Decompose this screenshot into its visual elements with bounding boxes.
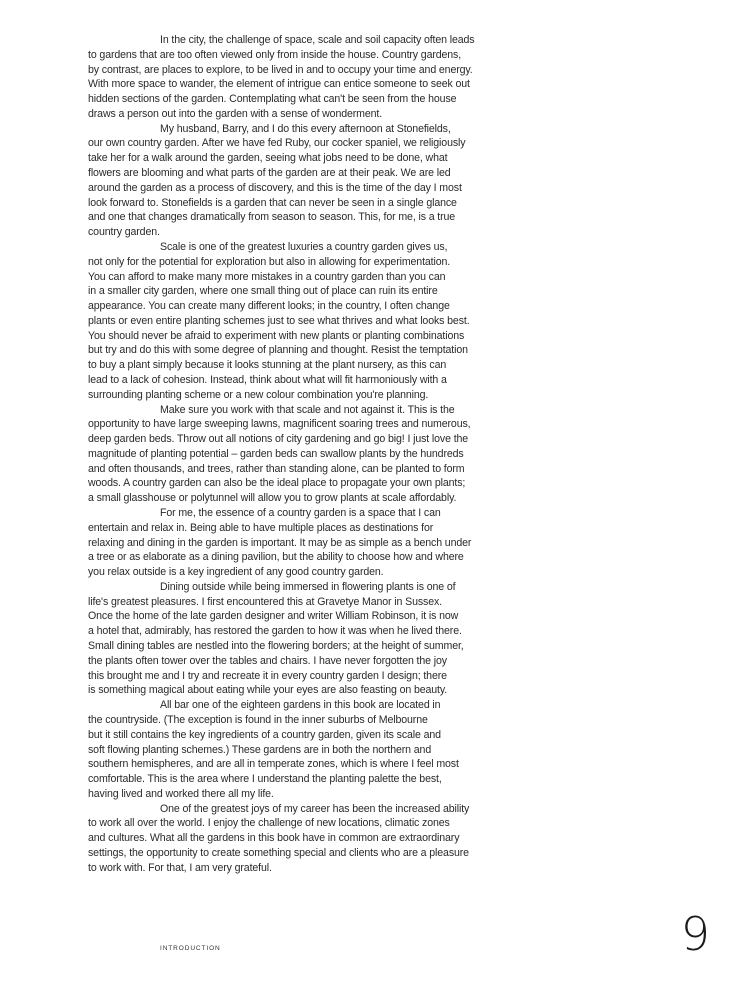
text-line: to buy a plant simply because it looks stunning at the plant nursery, as this can <box>88 359 447 372</box>
text-line: In the city, the challenge of space, scale and soil capacity often leads <box>160 34 475 46</box>
text-line: appearance. You can create many different looks; in the country, I often change <box>88 300 450 313</box>
paragraph <box>88 506 504 580</box>
text-line: but try and do this with some degree of planning and thought. Resist the temptation <box>88 344 468 357</box>
text-line: deep garden beds. Throw out all notions of city gardening and go big! I just love the <box>88 433 469 446</box>
text-line: and one that changes dramatically from season to season. This, for me, is a true <box>88 211 456 224</box>
text-line: hidden sections of the garden. Contemplating what can't be seen from the house <box>88 93 457 106</box>
text-line: and cultures. What all the gardens in this book have in common are extraordinary <box>88 832 460 845</box>
text-line: a small glasshouse or polytunnel will allow you to grow plants at scale affordably. <box>88 492 457 505</box>
text-line: One of the greatest joys of my career has been the increased ability <box>160 802 470 815</box>
section-label: INTRODUCTION <box>160 945 221 952</box>
text-line: and often thousands, and trees, rather than standing alone, can be planted to form <box>88 462 465 475</box>
text-line: life's greatest pleasures. I first encountered this at Gravetye Manor in Sussex. <box>88 595 442 608</box>
text-line: All bar one of the eighteen gardens in this book are located in <box>160 699 441 712</box>
text-line: the plants often tower over the tables and chairs. I have never forgotten the joy <box>88 654 447 667</box>
text-line: but it still contains the key ingredients of a country garden, given its scale and <box>88 728 441 741</box>
body-text <box>88 33 504 876</box>
text-line: Once the home of the late garden designer and writer William Robinson, it is now <box>88 610 459 623</box>
text-line: surrounding planting scheme or a new colour combination you're planning. <box>88 388 429 401</box>
text-line: lead to a lack of cohesion. Instead, think about what will fit harmoniously with a <box>88 373 447 386</box>
page-number: 9 <box>680 907 710 961</box>
text-line: a hotel that, admirably, has restored the garden to how it was when he lived there. <box>88 625 462 638</box>
text-line: to work with. For that, I am very grateful. <box>88 861 272 874</box>
text-line: in a smaller city garden, where one small thing out of place can ruin its entire <box>88 285 438 298</box>
paragraph <box>88 33 504 122</box>
text-line: to work all over the world. I enjoy the challenge of new locations, climatic zones <box>88 817 450 830</box>
text-line: not only for the potential for exploration but also in allowing for experimentation. <box>88 255 451 268</box>
paragraph <box>88 122 504 240</box>
text-line: is something magical about eating while your eyes are also feasting on beauty. <box>88 684 448 697</box>
text-line: You can afford to make many more mistakes in a country garden than you can <box>88 270 446 283</box>
text-line: this brought me and I try and recreate it in every country garden I design; there <box>88 669 447 682</box>
text-line: Small dining tables are nestled into the flowering borders; at the height of summer, <box>88 640 464 653</box>
text-line: Make sure you work with that scale and not against it. This is the <box>160 403 455 416</box>
text-line: comfortable. This is the area where I understand the planting palette the best, <box>88 773 442 786</box>
text-line: Scale is one of the greatest luxuries a country garden gives us, <box>160 240 448 253</box>
text-line: settings, the opportunity to create something special and clients who are a pleasure <box>88 846 469 859</box>
text-line: Dining outside while being immersed in flowering plants is one of <box>160 580 456 593</box>
text-line: My husband, Barry, and I do this every afternoon at Stonefields, <box>160 122 451 135</box>
text-line: to gardens that are too often viewed only from inside the house. Country gardens, <box>88 48 462 61</box>
text-line: look forward to. Stonefields is a garden that can never be seen in a single glance <box>88 196 457 209</box>
text-line: draws a person out into the garden with a sense of wonderment. <box>88 107 383 120</box>
text-line: our own country garden. After we have fed Ruby, our cocker spaniel, we religiously <box>88 137 466 150</box>
paragraph <box>88 802 504 876</box>
paragraph <box>88 240 504 403</box>
text-line: With more space to wander, the element of intrigue can entice someone to seek out <box>88 78 470 91</box>
text-line: the countryside. (The exception is found in the inner suburbs of Melbourne <box>88 713 428 726</box>
text-line: For me, the essence of a country garden is a space that I can <box>160 507 441 519</box>
paragraph <box>88 698 504 801</box>
text-line: southern hemispheres, and are all in temperate zones, which is where I feel most <box>88 758 459 771</box>
paragraph <box>88 403 504 506</box>
text-line: flowers are blooming and what parts of the garden are at their peak. We are led <box>88 167 451 180</box>
text-line: around the garden as a process of discovery, and this is the time of the day I most <box>88 181 462 194</box>
text-line: magnitude of planting potential – garden beds can swallow plants by the hundreds <box>88 447 464 460</box>
text-line: a tree or as elaborate as a dining pavilion, but the ability to choose how and where <box>88 551 464 564</box>
text-line: take her for a walk around the garden, seeing what jobs need to be done, what <box>88 152 448 165</box>
text-line: relaxing and dining in the garden is important. It may be as simple as a bench under <box>88 536 472 549</box>
text-line: having lived and worked there all my life. <box>88 787 274 800</box>
text-line: plants or even entire planting schemes just to see what thrives and what looks best. <box>88 314 470 327</box>
text-line: entertain and relax in. Being able to have multiple places as destinations for <box>88 521 434 534</box>
text-line: country garden. <box>88 226 160 239</box>
text-line: you relax outside is a key ingredient of any good country garden. <box>88 566 384 579</box>
paragraph <box>88 580 504 698</box>
text-line: soft flowing planting schemes.) These gardens are in both the northern and <box>88 743 432 756</box>
text-line: opportunity to have large sweeping lawns, magnificent soaring trees and numerous, <box>88 418 471 431</box>
text-line: woods. A country garden can also be the ideal place to propagate your own plants; <box>88 477 466 490</box>
text-line: by contrast, are places to explore, to be lived in and to occupy your time and energy. <box>88 63 473 76</box>
text-line: You should never be afraid to experiment with new plants or planting combinations <box>88 329 465 342</box>
